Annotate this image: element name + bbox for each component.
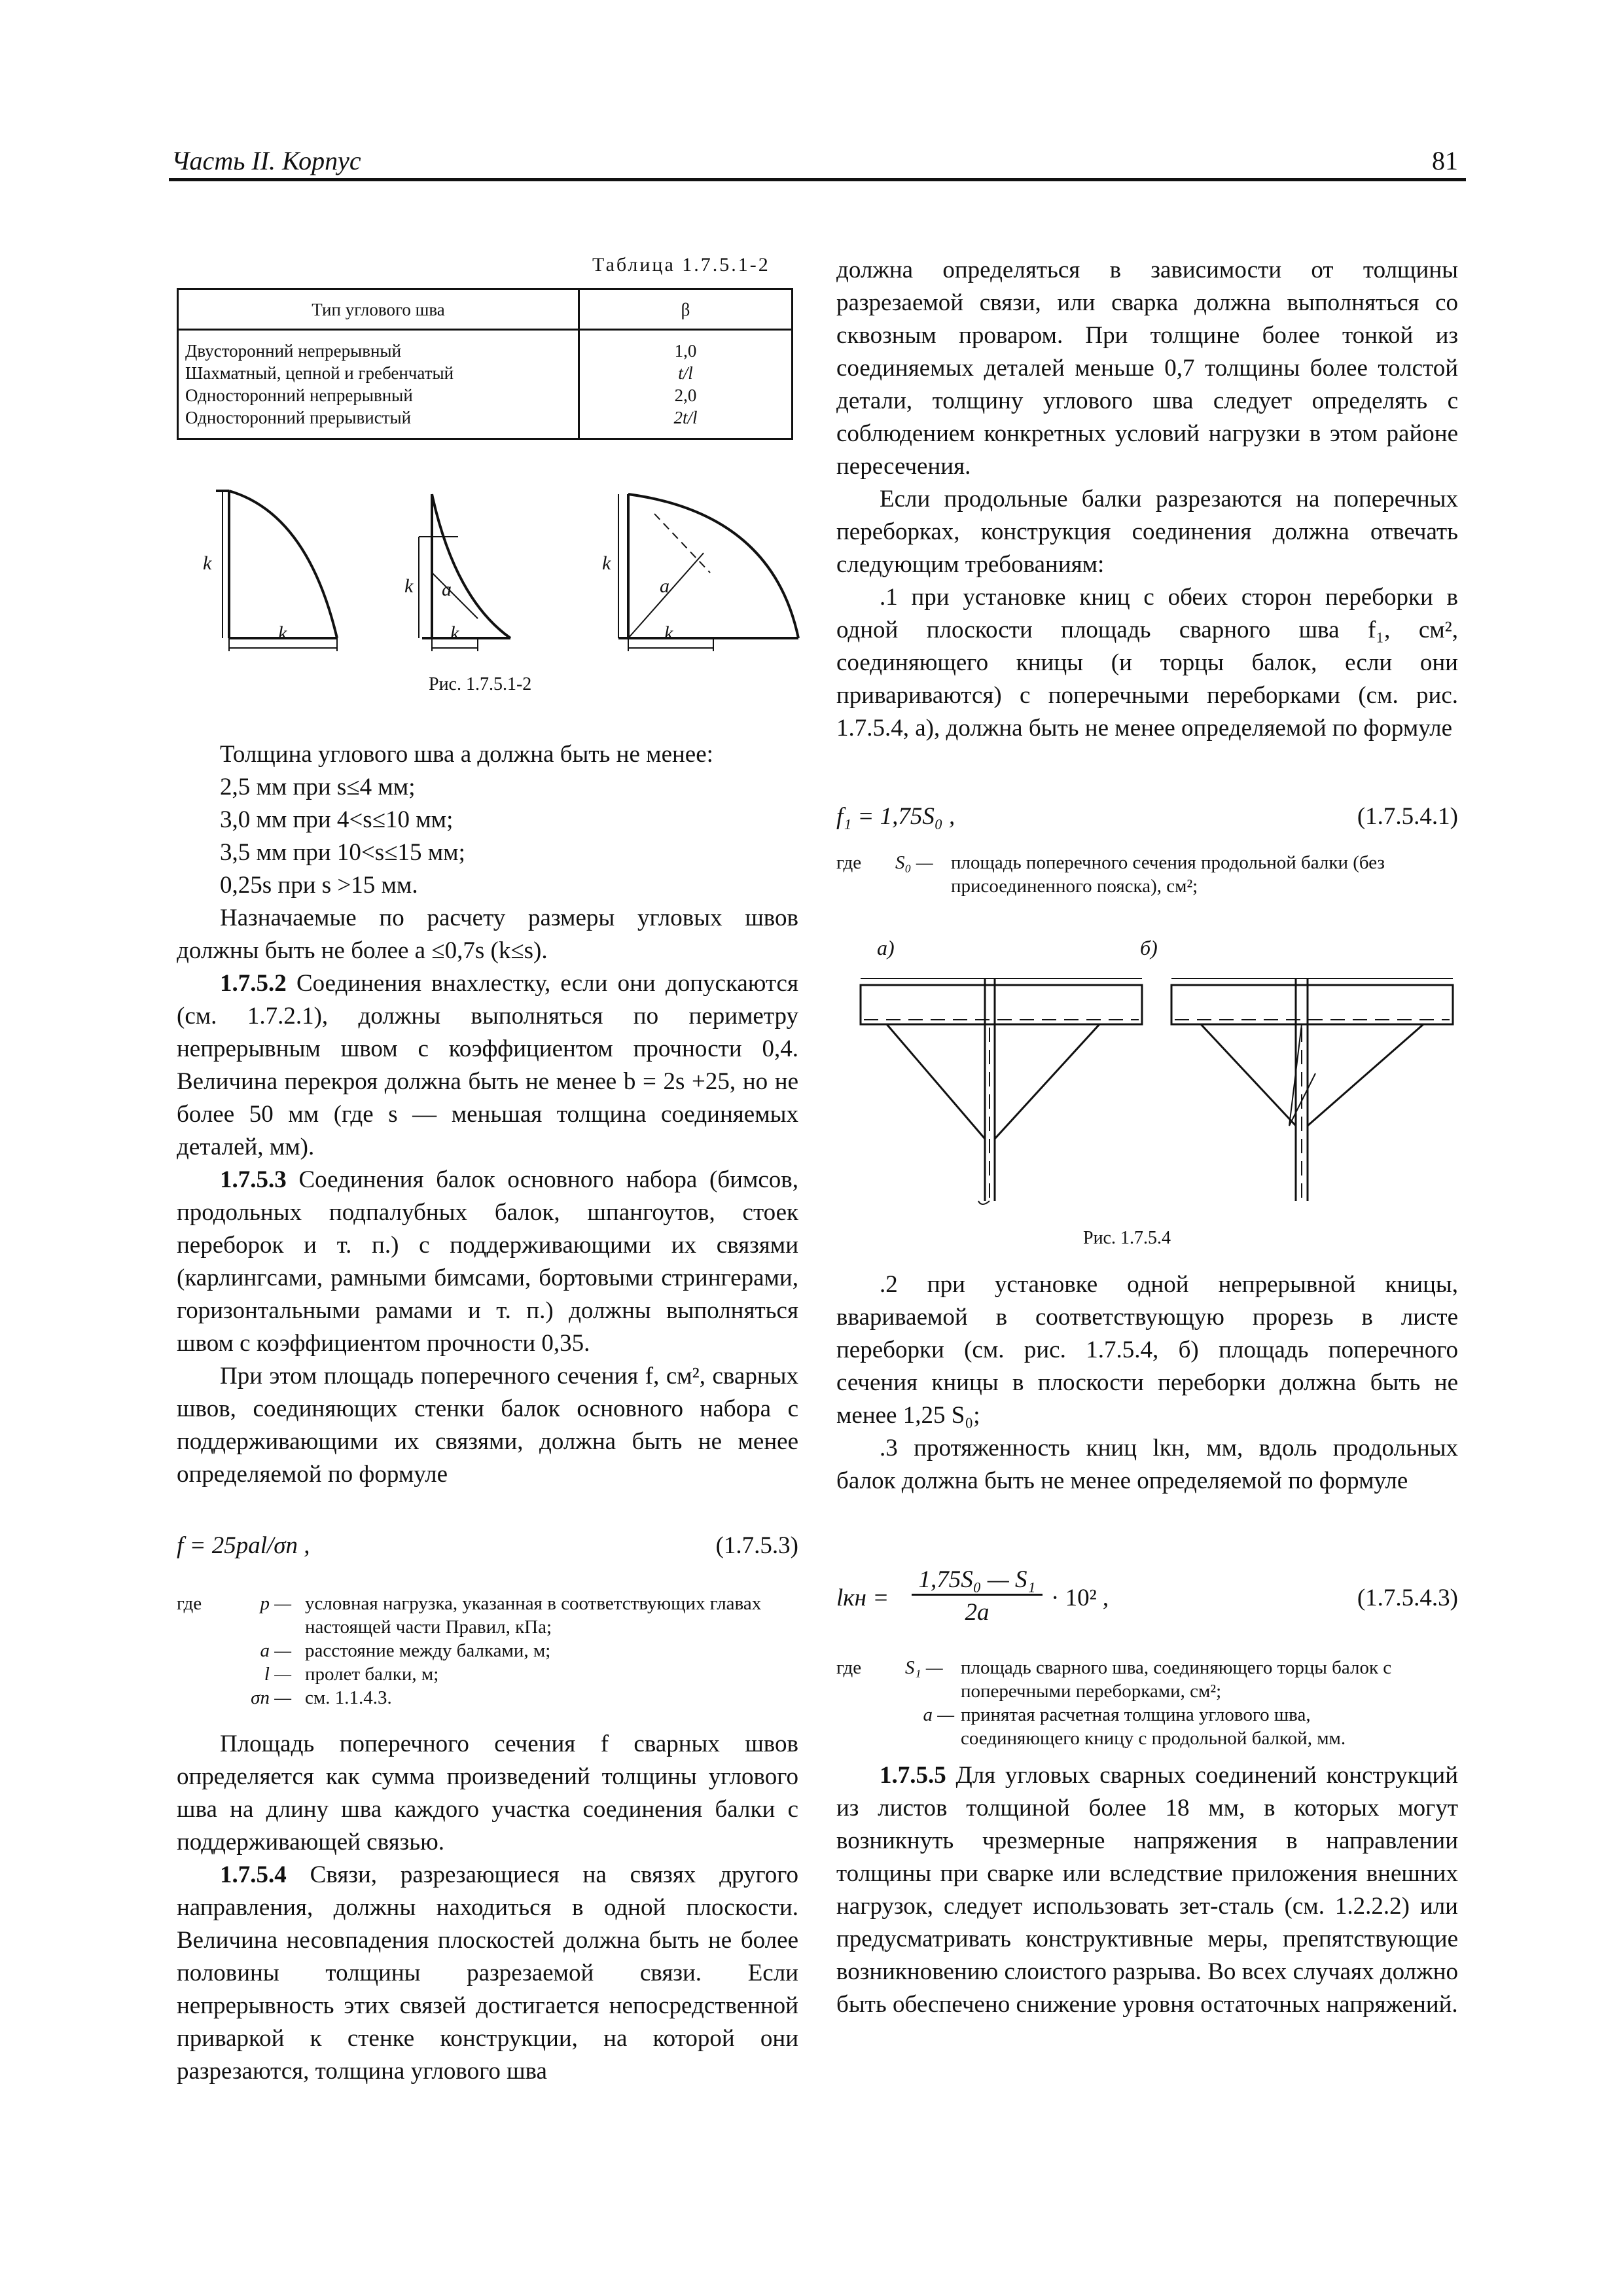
table-beta-cell: [579, 330, 793, 439]
def-symbol: l —: [264, 1664, 291, 1685]
def-symbol: σn —: [251, 1687, 291, 1708]
fig-label-k: k: [602, 552, 611, 574]
fig-label-k: k: [203, 552, 212, 574]
def-text: условная нагрузка, указанная в соответствующих главах настоящей части Правил, кПа;: [305, 1593, 762, 1638]
formula-number: (1.7.5.3): [715, 1532, 798, 1559]
paragraph: Площадь поперечного сечения f сварных швов определяется как сумма произведений толщины углового шва на длину шва каждого участка соединения балки с поддерживающей связью.: [177, 1731, 798, 1856]
def-symbol: a —: [260, 1640, 291, 1661]
table-row-type: Двусторонний непрерывный: [185, 341, 402, 361]
paragraph: [177, 967, 798, 1164]
paragraph: [177, 1859, 798, 2088]
table-caption: Таблица 1.7.5.1-2: [592, 254, 770, 276]
def-symbol: a —: [923, 1704, 954, 1725]
paragraph-text: Связи, разрезающиеся на связях другого направления, должны находиться в одной плоскости. Величина несовпадения плоскостей должна быть не более половины толщины разрезаемой связи. Если непрерывность этих связей достигается непосредственной приваркой к стенке конструкции, на которой они разрезаются, толщина углового шва: [177, 1861, 798, 2085]
table-row-beta: t/l: [678, 363, 693, 383]
right-column-bottom: [836, 1759, 1458, 2021]
where-label: где: [177, 1593, 202, 1614]
formula: f = 25pal/σn ,: [177, 1532, 310, 1559]
right-column-middle: [836, 1268, 1458, 1498]
weld-type-table: [177, 288, 793, 440]
formula-denominator: 2a: [965, 1599, 990, 1626]
formula-1-7-5-3: [177, 1532, 798, 1564]
def-text: расстояние между балками, м;: [305, 1640, 551, 1661]
table-types-cell: [178, 330, 579, 439]
def-text: площадь поперечного сечения продольной балки (без присоединенного пояска), см²;: [951, 852, 1385, 897]
fillet-weld-figure: [196, 488, 825, 664]
table-row-type: Шахматный, цепной и гребенчатый: [185, 363, 454, 383]
section-number: 1.7.5.2: [220, 970, 287, 997]
paragraph-text: Соединения балок основного набора (бимсов, продольных подпалубных балок, шпангоутов, стоек переборок и т. п.) с поддерживающими их связями (карлингсами, рамными бимсами, бортовыми стрингерами, горизонтальными рамами и т. п.) должны выполняться швом с коэффициентом прочности 0,35.: [177, 1166, 798, 1357]
section-number: 1.7.5.5: [880, 1762, 946, 1789]
list-item: 2,5 мм при s≤4 мм;: [220, 774, 416, 800]
table-header-type: Тип углового шва: [178, 289, 579, 330]
where-label: где: [836, 852, 862, 873]
fig-label-a: a: [660, 575, 669, 597]
paragraph: [836, 1759, 1458, 2021]
formula-number: (1.7.5.4.3): [1357, 1585, 1458, 1611]
where-label: где: [836, 1657, 862, 1678]
table-row-type: Односторонний непрерывный: [185, 386, 413, 405]
paragraph: .3 протяженность книц lкн, мм, вдоль продольных балок должна быть не менее определяемой по формуле: [836, 1435, 1458, 1494]
def-symbol: S₁ —: [905, 1657, 943, 1678]
section-number: 1.7.5.3: [220, 1166, 287, 1193]
header-rule: [169, 178, 1466, 181]
fig-label-k: k: [404, 575, 414, 597]
table-row-type: Односторонний прерывистый: [185, 408, 412, 427]
formula-1-7-5-4-1: [836, 802, 1458, 835]
list-item: 3,5 мм при 10<s≤15 мм;: [220, 839, 465, 866]
paragraph: [177, 1164, 798, 1360]
paragraph: Назначаемые по расчету размеры угловых швов должны быть не более a ≤0,7s (k≤s).: [177, 905, 798, 964]
figure-caption-2: Рис. 1.7.5.4: [1083, 1228, 1171, 1248]
def-symbol: S₀ —: [895, 852, 933, 873]
def-text: принятая расчетная толщина углового шва, соединяющего кницу с продольной балкой, мм.: [961, 1704, 1346, 1749]
left-column: [177, 738, 798, 1491]
formula: f₁ = 1,75S₀ ,: [836, 803, 955, 830]
section-number: 1.7.5.4: [220, 1861, 287, 1888]
paragraph-text: Для угловых сварных соединений конструкций из листов толщиной более 18 мм, в которых могут возникнуть чрезмерные напряжения в направлении толщины при сварке или вследствие приложения внешних нагрузок, следует использовать зет-сталь (см. 1.2.2.2) или предусматривать конструктивные меры, препятствующие возникновению слоистого разрыва. Во всех случаях должно быть обеспечено снижение уровня остаточных напряжений.: [836, 1762, 1458, 2018]
def-text: см. 1.1.4.3.: [305, 1687, 392, 1708]
formula-tail: · 10² ,: [1051, 1585, 1109, 1611]
list-item: 0,25s при s >15 мм.: [220, 872, 418, 899]
fig-label-a: a: [442, 579, 452, 600]
bracket-connection-figure: [857, 975, 1459, 1211]
fig-label-a-variant: а): [877, 936, 895, 960]
def-symbol: p —: [260, 1593, 291, 1614]
fig-label-k: k: [450, 622, 459, 644]
paragraph: .2 при установке одной непрерывной кницы, ввариваемой в соответствующую прорезь в листе переборки (см. рис. 1.7.5.4, б) площадь поперечного сечения кницы в плоскости переборки должна быть не менее 1,25 S₀;: [836, 1271, 1458, 1429]
figure-caption: Рис. 1.7.5.1-2: [429, 674, 532, 694]
formula-lhs: lкн =: [836, 1585, 889, 1611]
page-number: 81: [1432, 146, 1458, 175]
paragraph: При этом площадь поперечного сечения f, см², сварных швов, соединяющих стенки балок основного набора с поддерживающими их связями, должна быть не менее определяемой по формуле: [177, 1363, 798, 1488]
formula-number: (1.7.5.4.1): [1357, 803, 1458, 830]
table-row-beta: 2,0: [674, 386, 697, 405]
table-row-beta: 2t/l: [673, 408, 698, 427]
paragraph-text: Соединения внахлестку, если они допускаются (см. 1.7.2.1), должны выполняться по периметру непрерывным швом с коэффициентом прочности 0,4. Величина перекроя должна быть не менее b = 2s +25, но не более 50 мм (где s — меньшая толщина соединяемых деталей, мм).: [177, 970, 798, 1160]
table-header-beta: β: [579, 289, 793, 330]
fig-label-b-variant: б): [1140, 936, 1158, 960]
list-item: 3,0 мм при 4<s≤10 мм;: [220, 806, 454, 833]
paragraph: .1 при установке книц с обеих сторон переборки в одной плоскости площадь сварного шва f₁, см², соединяющего кницы (и торцы балок, если они привариваются) с поперечными переборками (см. рис. 1.7.5.4, а), должна быть не менее определяемой по формуле: [836, 584, 1458, 742]
right-column: [836, 254, 1458, 745]
def-text: площадь сварного шва, соединяющего торцы балок с поперечными переборками, см²;: [961, 1657, 1392, 1702]
def-text: пролет балки, м;: [305, 1664, 439, 1685]
formula-1-7-5-4-3: [836, 1566, 1458, 1638]
running-header-title: Часть II. Корпус: [171, 146, 361, 175]
table-row-beta: 1,0: [674, 341, 697, 361]
paragraph: должна определяться в зависимости от толщины разрезаемой связи, или сварка должна выполняться со сквозным проваром. При толщине более тонкой из соединяемых деталей меньше 0,7 толщины более толстой детали, толщину углового шва следует определять с соблюдением конкретных условий нагрузки в этом районе пересечения.: [836, 257, 1458, 480]
paragraph: Если продольные балки разрезаются на поперечных переборках, конструкция соединения должна отвечать следующим требованиям:: [836, 486, 1458, 578]
left-column-bottom: [177, 1728, 798, 2088]
fig-label-k: k: [278, 622, 287, 644]
formula-numerator: 1,75S₀ — S₁: [912, 1566, 1043, 1596]
fig-label-k: k: [664, 622, 673, 644]
paragraph: Толщина углового шва a должна быть не менее:: [220, 741, 713, 768]
